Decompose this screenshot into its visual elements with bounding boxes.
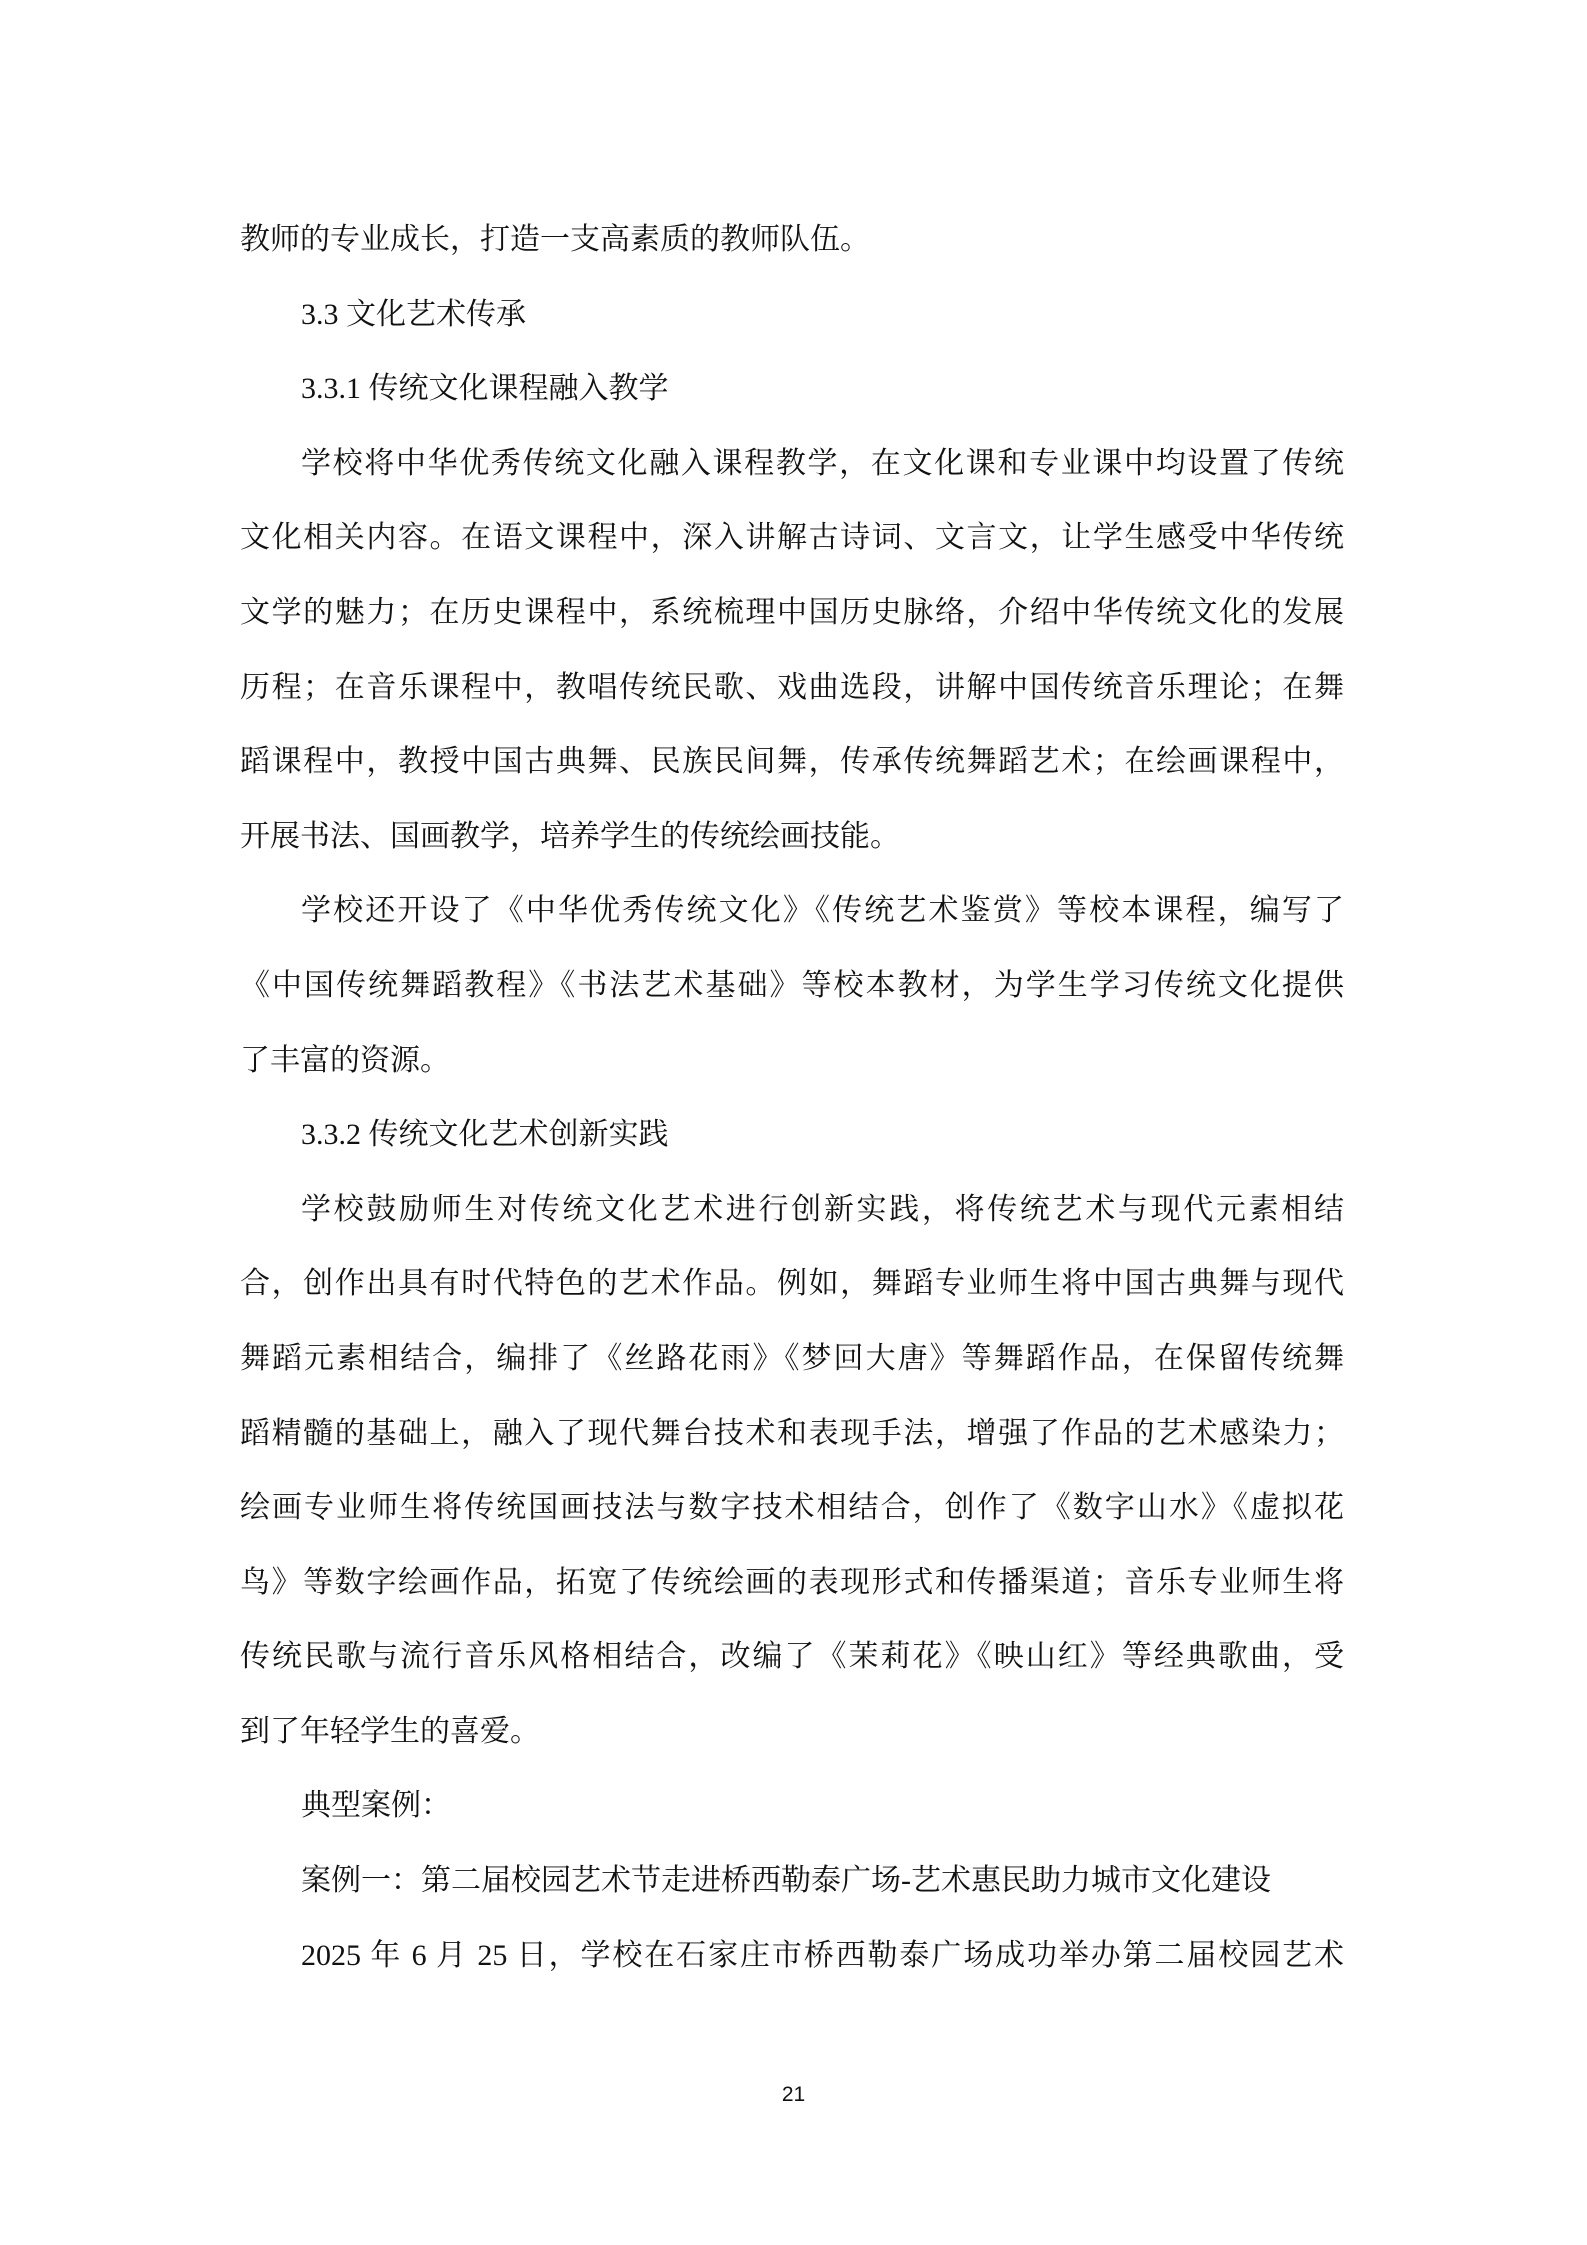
paragraph-line: 学校鼓励师生对传统文化艺术进行创新实践，将传统艺术与现代元素相结 <box>301 1192 1344 1226</box>
paragraph-line: 蹈课程中，教授中国古典舞、民族民间舞，传承传统舞蹈艺术；在绘画课程中， <box>240 745 1344 779</box>
paragraph-line: 《中国传统舞蹈教程》《书法艺术基础》等校本教材，为学生学习传统文化提供 <box>240 968 1344 1002</box>
case-study-title: 案例一：第二届校园艺术节走进桥西勒泰广场-艺术惠民助力城市文化建设 <box>301 1864 1271 1898</box>
paragraph-line: 传统民歌与流行音乐风格相结合，改编了《茉莉花》《映山红》等经典歌曲，受 <box>240 1640 1344 1674</box>
paragraph-line: 鸟》等数字绘画作品，拓宽了传统绘画的表现形式和传播渠道；音乐专业师生将 <box>240 1565 1344 1599</box>
paragraph-line: 绘画专业师生将传统国画技法与数字技术相结合，创作了《数字山水》《虚拟花 <box>240 1491 1344 1525</box>
paragraph-line: 学校还开设了《中华优秀传统文化》《传统艺术鉴赏》等校本课程，编写了 <box>301 894 1344 928</box>
paragraph-end-line: 开展书法、国画教学，培养学生的传统绘画技能。 <box>240 819 900 853</box>
paragraph-end-line: 了丰富的资源。 <box>240 1043 450 1077</box>
document-body <box>240 203 1344 1993</box>
paragraph-line: 历程；在音乐课程中，教唱传统民歌、戏曲选段，讲解中国传统音乐理论；在舞 <box>240 670 1344 704</box>
paragraph-line: 合，创作出具有时代特色的艺术作品。例如，舞蹈专业师生将中国古典舞与现代 <box>240 1267 1344 1301</box>
paragraph-continuation-line: 教师的专业成长，打造一支高素质的教师队伍。 <box>240 223 870 256</box>
paragraph-line: 蹈精髓的基础上，融入了现代舞台技术和表现手法，增强了作品的艺术感染力； <box>240 1416 1344 1450</box>
paragraph-line: 舞蹈元素相结合，编排了《丝路花雨》《梦回大唐》等舞蹈作品，在保留传统舞 <box>240 1341 1344 1375</box>
case-study-label: 典型案例： <box>301 1789 451 1823</box>
subsection-heading-3-3-1: 3.3.1 传统文化课程融入教学 <box>301 372 669 406</box>
subsection-heading-3-3-2: 3.3.2 传统文化艺术创新实践 <box>301 1118 669 1152</box>
paragraph-line: 学校将中华优秀传统文化融入课程教学，在文化课和专业课中均设置了传统 <box>301 446 1344 480</box>
page-number: 21 <box>781 2083 806 2106</box>
paragraph-line: 文学的魅力；在历史课程中，系统梳理中国历史脉络，介绍中华传统文化的发展 <box>240 595 1344 629</box>
section-heading-3-3: 3.3 文化艺术传承 <box>301 297 526 331</box>
paragraph-end-line: 到了年轻学生的喜爱。 <box>240 1714 540 1748</box>
paragraph-line: 2025 年 6 月 25 日，学校在石家庄市桥西勒泰广场成功举办第二届校园艺术 <box>301 1938 1344 1972</box>
paragraph-line: 文化相关内容。在语文课程中，深入讲解古诗词、文言文，让学生感受中华传统 <box>240 521 1344 555</box>
